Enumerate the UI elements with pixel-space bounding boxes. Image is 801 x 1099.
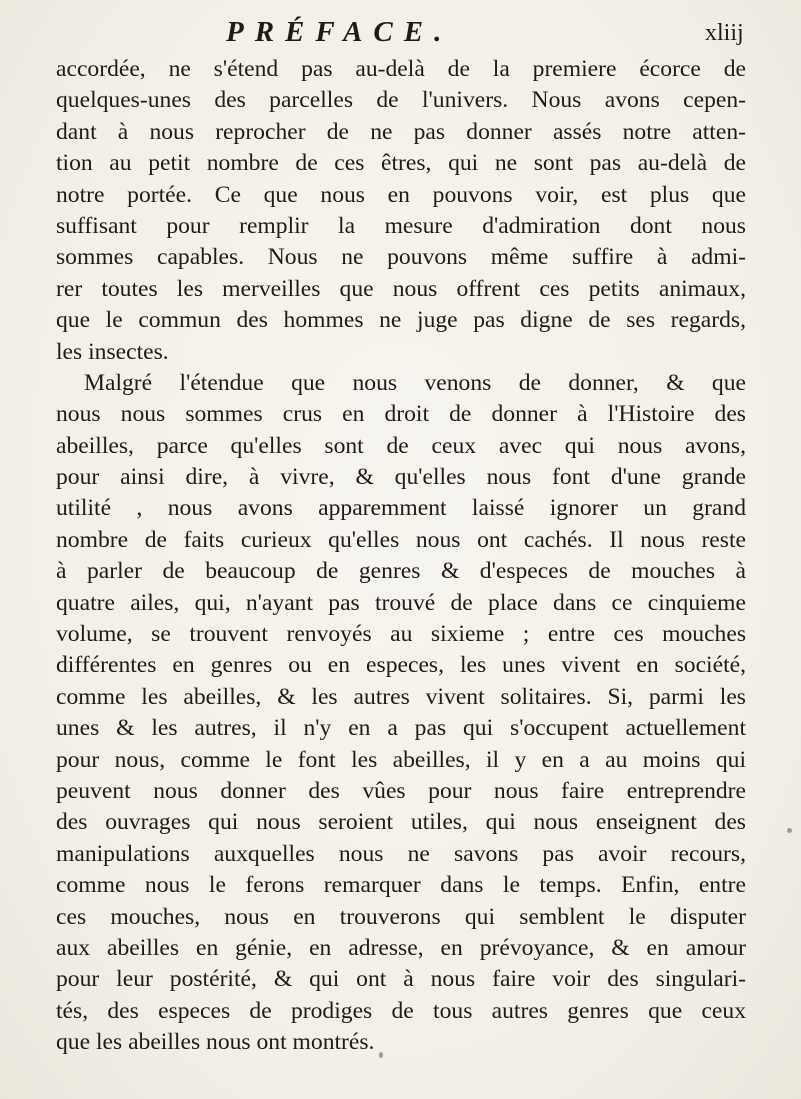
text-line: unes & les autres, il n'y en a pas qui s'occupent actuellement [56, 715, 746, 742]
text-line: quelques-unes des parcelles de l'univers. Nous avons cepen- [56, 87, 746, 114]
text-line: volume, se trouvent renvoyés au sixieme ; entre ces mouches [56, 621, 746, 648]
text-line: dant à nous reprocher de ne pas donner assés notre atten- [56, 118, 746, 145]
text-line: abeilles, parce qu'elles sont de ceux avec qui nous avons, [56, 432, 746, 459]
text-line: à parler de beaucoup de genres & d'especes de mouches à [56, 558, 746, 585]
page-header [0, 16, 801, 52]
text-line: notre portée. Ce que nous en pouvons voir, est plus que [56, 181, 746, 208]
text-line: rer toutes les merveilles que nous offrent ces petits animaux, [56, 275, 746, 302]
text-line: Malgré l'étendue que nous venons de donner, & que [84, 369, 746, 396]
text-line: accordée, ne s'étend pas au-delà de la premiere écorce de [56, 56, 746, 82]
text-line: nombre de faits curieux qu'elles nous ont cachés. Il nous reste [56, 526, 746, 553]
text-line: que les abeilles nous ont montrés. [56, 1029, 375, 1056]
text-line: aux abeilles en génie, en adresse, en prévoyance, & en amour [56, 934, 746, 961]
text-line: sommes capables. Nous ne pouvons même suffire à admi- [56, 244, 746, 271]
text-line: les insectes. [56, 338, 169, 365]
text-line: peuvent nous donner des vûes pour nous faire entreprendre [56, 777, 746, 804]
text-line: pour nous, comme le font les abeilles, il y en a au moins qui [56, 746, 746, 773]
running-title: PRÉFACE. [226, 16, 453, 48]
text-line: nous nous sommes crus en droit de donner à l'Histoire des [56, 401, 746, 428]
text-line: des ouvrages qui nous seroient utiles, qui nous enseignent des [56, 809, 746, 836]
paragraph-1 [56, 54, 746, 368]
text-line: quatre ailes, qui, n'ayant pas trouvé de place dans ce cinquieme [56, 589, 746, 616]
text-line: utilité , nous avons apparemment laissé ignorer un grand [56, 495, 746, 522]
text-line: pour leur postérité, & qui ont à nous faire voir des singulari- [56, 966, 746, 993]
text-line: tés, des especes de prodiges de tous autres genres que ceux [56, 997, 746, 1024]
text-line: comme nous le ferons remarquer dans le temps. Enfin, entre [56, 872, 746, 899]
text-line: différentes en genres ou en especes, les unes vivent en société, [56, 652, 746, 679]
paragraph-2 [56, 368, 746, 1059]
text-line: pour ainsi dire, à vivre, & qu'elles nous font d'une grande [56, 464, 746, 491]
text-line: comme les abeilles, & les autres vivent solitaires. Si, parmi les [56, 683, 746, 710]
body-text [56, 54, 746, 1059]
text-line: ces mouches, nous en trouverons qui semblent le disputer [56, 903, 746, 930]
text-line: suffisant pour remplir la mesure d'admiration dont nous [56, 212, 746, 239]
ink-speck [379, 1052, 383, 1058]
ink-speck [787, 828, 792, 833]
text-line: que le commun des hommes ne juge pas digne de ses regards, [56, 307, 746, 334]
text-line: manipulations auxquelles nous ne savons pas avoir recours, [56, 840, 746, 867]
text-line: tion au petit nombre de ces êtres, qui ne sont pas au-delà de [56, 150, 746, 177]
page-number: xliij [705, 20, 744, 46]
